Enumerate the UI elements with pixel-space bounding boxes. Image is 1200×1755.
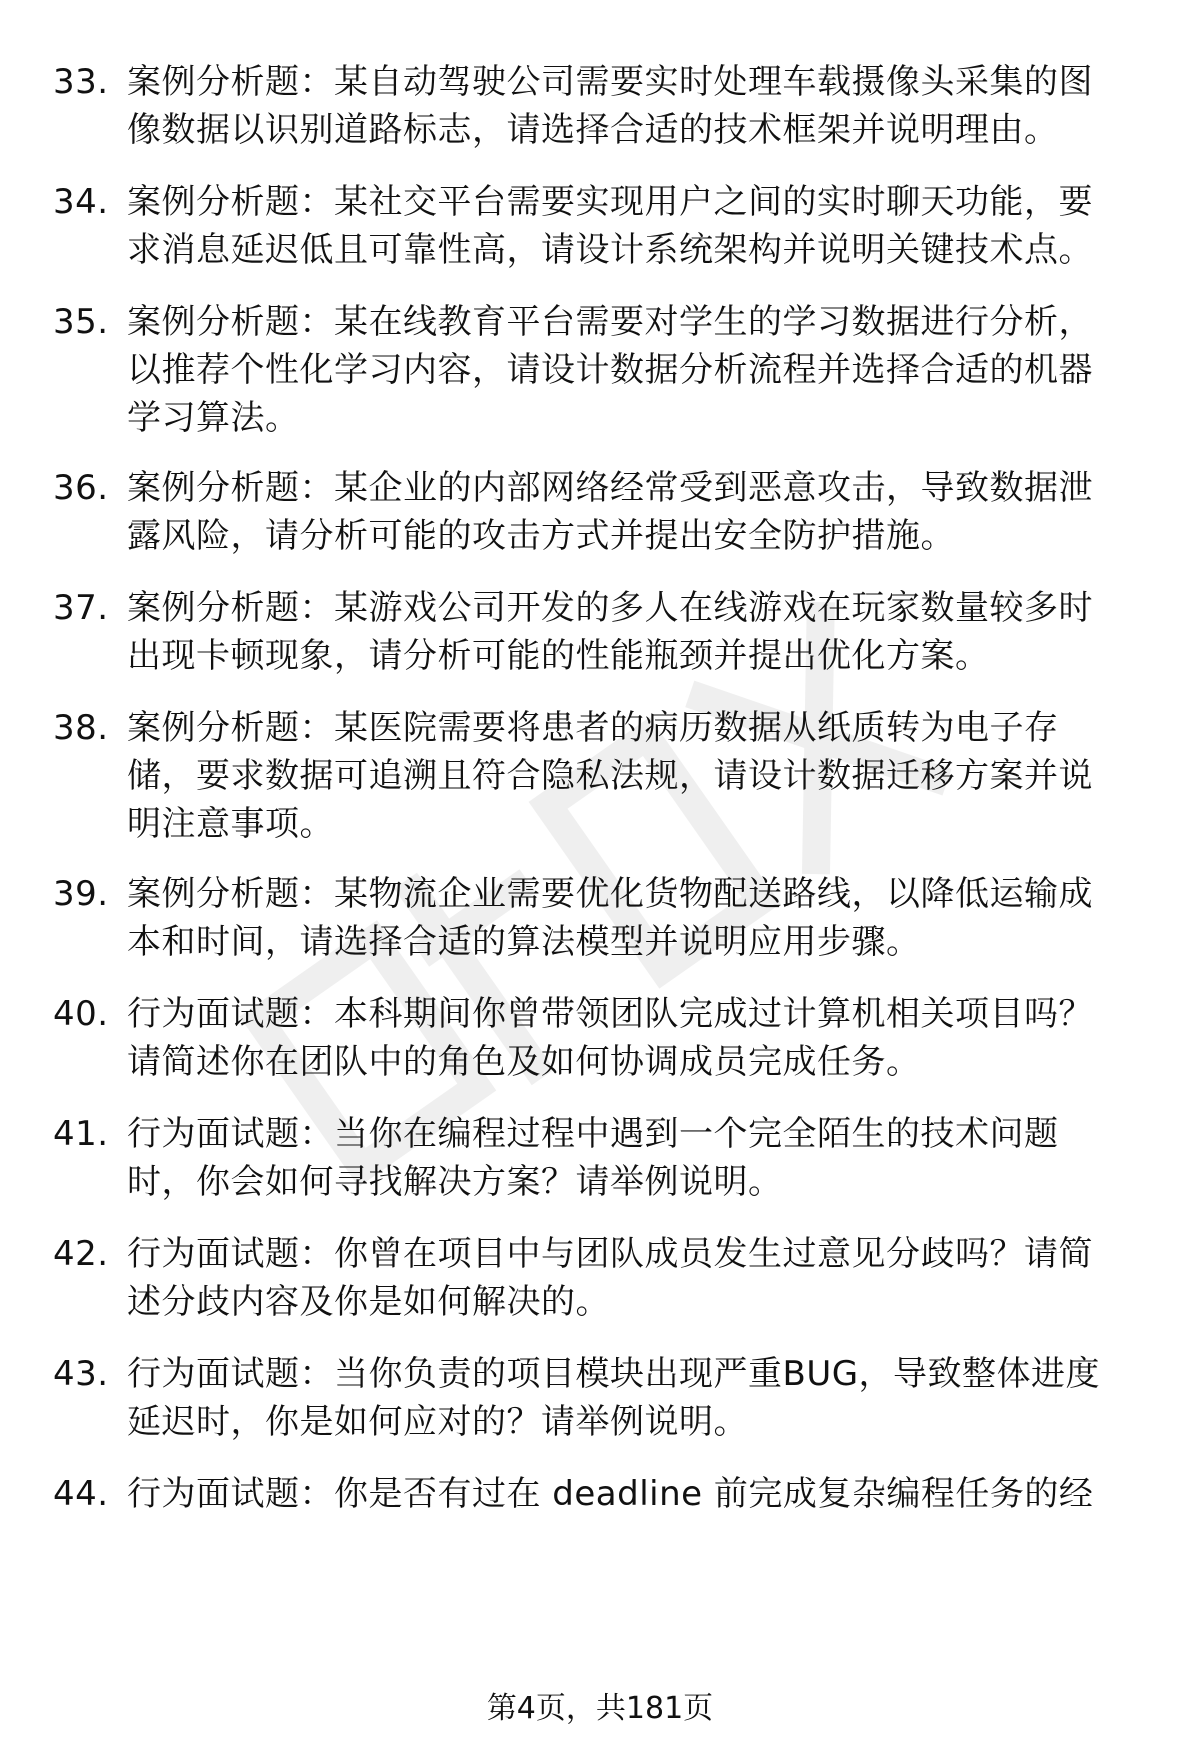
question-item	[0, 1230, 1200, 1334]
question-number: 42.	[53, 1234, 109, 1274]
question-list	[0, 58, 1200, 1522]
question-text: 案例分析题：某游戏公司开发的多人在线游戏在玩家数量较多时 出现卡顿现象，请分析可能的性能瓶颈并提出优化方案。	[127, 588, 1093, 676]
question-text: 案例分析题：某医院需要将患者的病历数据从纸质转为电子存 储，要求数据可追溯且符合隐私法规，请设计数据迁移方案并说 明注意事项。	[127, 708, 1093, 844]
question-item	[0, 464, 1200, 568]
question-text: 案例分析题：某物流企业需要优化货物配送路线，以降低运输成 本和时间，请选择合适的算法模型并说明应用步骤。	[127, 874, 1093, 962]
question-text: 行为面试题：你是否有过在 deadline 前完成复杂编程任务的经	[127, 1474, 1094, 1514]
question-item	[0, 178, 1200, 282]
question-number: 44.	[53, 1474, 109, 1514]
question-item	[0, 298, 1200, 448]
question-number: 39.	[53, 874, 109, 914]
question-number: 35.	[53, 302, 109, 342]
question-number: 33.	[53, 62, 109, 102]
question-item	[0, 1470, 1200, 1522]
question-number: 43.	[53, 1354, 109, 1394]
question-item	[0, 990, 1200, 1094]
question-item	[0, 870, 1200, 974]
question-item	[0, 1110, 1200, 1214]
question-item	[0, 584, 1200, 688]
page-number: 第4页，共181页	[486, 1691, 714, 1726]
question-number: 40.	[53, 994, 109, 1034]
question-item	[0, 704, 1200, 854]
question-text: 行为面试题：当你在编程过程中遇到一个完全陌生的技术问题 时，你会如何寻找解决方案？请举例说明。	[127, 1114, 1059, 1202]
question-text: 行为面试题：本科期间你曾带领团队完成过计算机相关项目吗？ 请简述你在团队中的角色及如何协调成员完成任务。	[127, 994, 1093, 1082]
question-number: 37.	[53, 588, 109, 628]
question-text: 案例分析题：某企业的内部网络经常受到恶意攻击，导致数据泄 露风险，请分析可能的攻击方式并提出安全防护措施。	[127, 468, 1093, 556]
question-item	[0, 1350, 1200, 1454]
question-text: 案例分析题：某自动驾驶公司需要实时处理车载摄像头采集的图 像数据以识别道路标志，请选择合适的技术框架并说明理由。	[127, 62, 1093, 150]
question-text: 案例分析题：某社交平台需要实现用户之间的实时聊天功能，要 求消息延迟低且可靠性高，请设计系统架构并说明关键技术点。	[127, 182, 1093, 270]
question-text: 行为面试题：你曾在项目中与团队成员发生过意见分歧吗？请简 述分歧内容及你是如何解决的。	[127, 1234, 1093, 1322]
question-number: 34.	[53, 182, 109, 222]
question-number: 41.	[53, 1114, 109, 1154]
question-text: 行为面试题：当你负责的项目模块出现严重BUG，导致整体进度 延迟时，你是如何应对的？请举例说明。	[127, 1354, 1101, 1442]
question-item	[0, 58, 1200, 162]
question-number: 38.	[53, 708, 109, 748]
question-text: 案例分析题：某在线教育平台需要对学生的学习数据进行分析， 以推荐个性化学习内容，请设计数据分析流程并选择合适的机器 学习算法。	[127, 302, 1093, 438]
question-number: 36.	[53, 468, 109, 508]
